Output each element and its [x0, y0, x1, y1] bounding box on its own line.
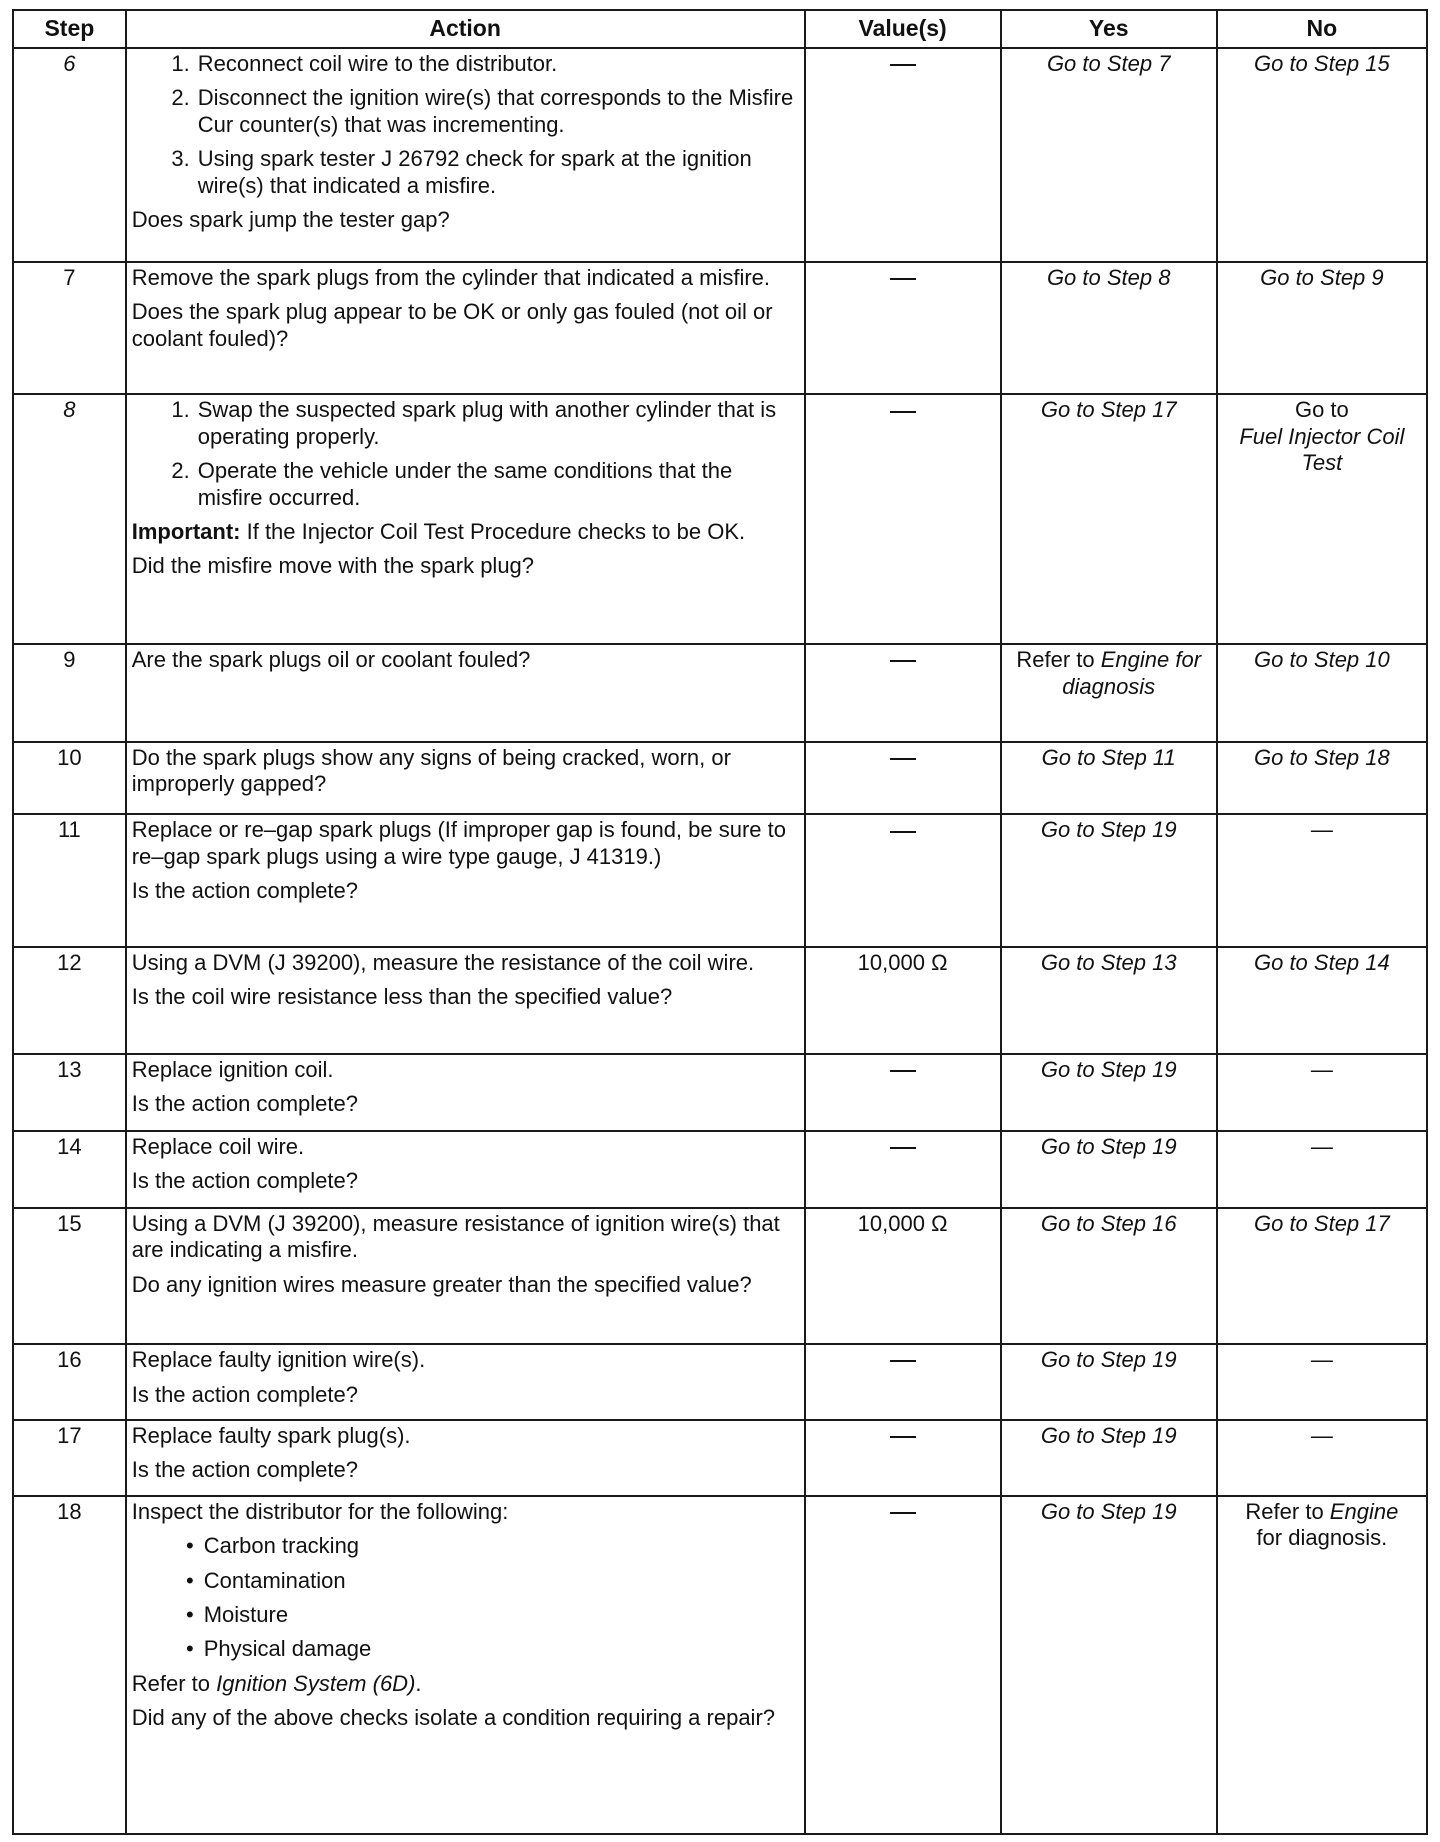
action-cell	[126, 48, 805, 262]
yes-cell	[1001, 48, 1217, 262]
action-text: Using a DVM (J 39200), measure the resistance of the coil wire.	[131, 950, 755, 976]
item-text: Disconnect the ignition wire(s) that corresponds to the Misfire Cur counter(s) that was incrementing.	[197, 85, 794, 137]
table-row	[13, 1420, 1427, 1496]
action-text: Replace coil wire.	[131, 1133, 305, 1159]
step-number: 8	[13, 394, 126, 644]
no-link: Go to Step 9	[1260, 264, 1384, 290]
no-cell	[1217, 262, 1427, 395]
yes-link: Go to Step 19	[1040, 1347, 1177, 1373]
action-text: Remove the spark plugs from the cylinder that indicated a misfire.	[131, 264, 771, 290]
action-cell	[126, 394, 805, 644]
no-cell: Go to Fuel Injector Coil Test	[1217, 394, 1427, 644]
reference-text: Refer to Ignition System (6D).	[131, 1670, 422, 1696]
no-cell	[1217, 814, 1427, 947]
action-cell	[126, 644, 805, 742]
action-cell	[126, 1208, 805, 1344]
action-text: Inspect the distributor for the following:	[131, 1498, 509, 1524]
yes-column-header: Yes	[1001, 10, 1217, 48]
yes-cell	[1001, 947, 1217, 1054]
list-item: • Contamination	[186, 1567, 346, 1593]
table-row	[13, 1208, 1427, 1344]
action-question: Is the action complete?	[131, 878, 358, 904]
no-dash: —	[1310, 1056, 1333, 1082]
item-number: 1.	[171, 51, 190, 76]
value-cell	[805, 394, 1001, 644]
step-number: 14	[13, 1131, 126, 1208]
no-link: Engine	[1329, 1498, 1399, 1524]
yes-link: Go to Step 8	[1046, 264, 1171, 290]
no-link: Go to Step 18	[1253, 744, 1390, 770]
step-number: 15	[13, 1208, 126, 1344]
yes-link: Go to Step 16	[1040, 1211, 1177, 1237]
table-row	[13, 742, 1427, 815]
table-row	[13, 814, 1427, 947]
list-item: • Moisture	[186, 1601, 289, 1627]
dash-value	[890, 1360, 916, 1362]
value-cell	[805, 1131, 1001, 1208]
table-row	[13, 1054, 1427, 1131]
important-note	[132, 519, 799, 545]
action-cell	[126, 742, 805, 815]
yes-link: Engine for diagnosis	[1062, 647, 1202, 699]
important-label: Important:	[131, 519, 241, 545]
yes-cell	[1001, 742, 1217, 815]
action-text: Replace faulty ignition wire(s).	[131, 1347, 426, 1373]
item-number: 2.	[171, 85, 190, 111]
dash-value	[890, 1147, 916, 1149]
table-row	[13, 262, 1427, 395]
values-column-header: Value(s)	[805, 10, 1001, 48]
action-question: Is the action complete?	[131, 1381, 358, 1407]
no-dash: —	[1310, 1133, 1333, 1159]
yes-link: Go to Step 19	[1040, 1422, 1177, 1448]
action-question: Is the action complete?	[131, 1091, 358, 1117]
item-number: 2.	[171, 458, 190, 484]
action-item	[132, 51, 799, 77]
action-text: Replace ignition coil.	[131, 1056, 334, 1082]
no-link: Go to Step 17	[1253, 1211, 1390, 1237]
action-column-header: Action	[126, 10, 805, 48]
no-cell	[1217, 1208, 1427, 1344]
step-number: 6	[13, 48, 126, 262]
value-cell	[805, 1420, 1001, 1496]
dash-value	[890, 1070, 916, 1072]
value-cell: 10,000 Ω	[805, 947, 1001, 1054]
action-cell	[126, 947, 805, 1054]
dash-value	[890, 831, 916, 833]
action-question: Did the misfire move with the spark plug?	[131, 553, 535, 579]
action-question: Is the coil wire resistance less than the specified value?	[131, 984, 673, 1010]
yes-cell	[1001, 814, 1217, 947]
table-row	[13, 1131, 1427, 1208]
no-dash: —	[1310, 1347, 1333, 1373]
no-cell	[1217, 1131, 1427, 1208]
action-cell	[126, 1496, 805, 1834]
yes-cell	[1001, 1496, 1217, 1834]
yes-cell	[1001, 1208, 1217, 1344]
no-cell	[1217, 1344, 1427, 1420]
action-item	[132, 397, 799, 450]
no-dash: —	[1310, 817, 1333, 843]
no-dash: —	[1310, 1422, 1333, 1448]
no-link: Fuel Injector Coil Test	[1239, 423, 1405, 476]
table-row	[13, 1344, 1427, 1420]
step-number: 9	[13, 644, 126, 742]
step-number: 17	[13, 1420, 126, 1496]
action-question: Are the spark plugs oil or coolant fouled?	[131, 647, 531, 673]
value-cell	[805, 644, 1001, 742]
yes-link: Go to Step 19	[1040, 1498, 1177, 1524]
value-cell	[805, 814, 1001, 947]
yes-link: Go to Step 7	[1046, 51, 1171, 76]
value-cell	[805, 742, 1001, 815]
yes-cell	[1001, 1420, 1217, 1496]
table-row	[13, 947, 1427, 1054]
action-text: Replace or re–gap spark plugs (If improper gap is found, be sure to re–gap spark plugs using a wire type gauge, J 41319.)	[131, 817, 786, 869]
dash-value	[890, 64, 916, 66]
no-link: Go to Step 14	[1253, 950, 1390, 976]
no-cell: Refer to Engine for diagnosis.	[1217, 1496, 1427, 1834]
no-cell	[1217, 1054, 1427, 1131]
step-number: 11	[13, 814, 126, 947]
action-text: Using a DVM (J 39200), measure resistance of ignition wire(s) that are indicating a misfire.	[131, 1211, 780, 1263]
yes-link: Go to Step 19	[1040, 817, 1177, 843]
no-cell	[1217, 947, 1427, 1054]
item-text: Swap the suspected spark plug with another cylinder that is operating properly.	[197, 397, 777, 449]
value-cell	[805, 1344, 1001, 1420]
no-link: Go to Step 10	[1253, 647, 1390, 673]
yes-cell	[1001, 1131, 1217, 1208]
dash-value	[890, 411, 916, 413]
action-item	[132, 146, 799, 199]
action-cell	[126, 1054, 805, 1131]
header-row	[13, 10, 1427, 48]
step-number: 13	[13, 1054, 126, 1131]
action-question: Do the spark plugs show any signs of being cracked, worn, or improperly gapped?	[131, 744, 731, 797]
value-cell	[805, 262, 1001, 395]
table-row	[13, 1496, 1427, 1834]
yes-link: Go to Step 19	[1040, 1133, 1177, 1159]
step-number: 18	[13, 1496, 126, 1834]
yes-cell	[1001, 394, 1217, 644]
yes-link: Go to Step 19	[1040, 1056, 1177, 1082]
table-row	[13, 394, 1427, 644]
action-cell	[126, 814, 805, 947]
list-item: • Physical damage	[186, 1636, 372, 1662]
dash-value	[890, 758, 916, 760]
action-text: Replace faulty spark plug(s).	[131, 1422, 411, 1448]
value-cell	[805, 48, 1001, 262]
item-number: 3.	[171, 146, 190, 172]
step-number: 16	[13, 1344, 126, 1420]
table-row	[13, 48, 1427, 262]
important-text: If the Injector Coil Test Procedure checks to be OK.	[240, 519, 746, 545]
item-text: Using spark tester J 26792 check for spark at the ignition wire(s) that indicated a misfire.	[197, 146, 752, 198]
reference-link: Ignition System (6D)	[216, 1670, 416, 1696]
dash-value	[890, 278, 916, 280]
value-cell: 10,000 Ω	[805, 1208, 1001, 1344]
dash-value	[890, 1512, 916, 1514]
action-cell	[126, 262, 805, 395]
action-item	[132, 458, 799, 511]
yes-cell	[1001, 1054, 1217, 1131]
no-cell	[1217, 742, 1427, 815]
action-question: Did any of the above checks isolate a condition requiring a repair?	[131, 1705, 776, 1731]
action-cell	[126, 1344, 805, 1420]
no-cell	[1217, 48, 1427, 262]
step-number: 7	[13, 262, 126, 395]
item-text: Operate the vehicle under the same conditions that the misfire occurred.	[197, 458, 733, 510]
item-number: 1.	[171, 397, 190, 423]
yes-link: Go to Step 13	[1040, 950, 1177, 976]
value-cell	[805, 1054, 1001, 1131]
action-question: Is the action complete?	[131, 1168, 358, 1194]
no-link: Go to Step 15	[1253, 51, 1390, 76]
no-cell	[1217, 1420, 1427, 1496]
yes-cell	[1001, 262, 1217, 395]
action-item	[132, 85, 799, 138]
yes-cell	[1001, 1344, 1217, 1420]
item-text: Reconnect coil wire to the distributor.	[197, 51, 558, 76]
action-question: Does the spark plug appear to be OK or only gas fouled (not oil or coolant fouled)?	[131, 299, 773, 351]
no-cell	[1217, 644, 1427, 742]
action-cell	[126, 1131, 805, 1208]
action-question: Does spark jump the tester gap?	[131, 206, 450, 232]
step-column-header: Step	[13, 10, 126, 48]
action-question: Is the action complete?	[131, 1457, 358, 1483]
dash-value	[890, 1436, 916, 1438]
value-cell	[805, 1496, 1001, 1834]
dash-value	[890, 660, 916, 662]
step-number: 10	[13, 742, 126, 815]
step-number: 12	[13, 947, 126, 1054]
table-row	[13, 644, 1427, 742]
action-cell	[126, 1420, 805, 1496]
list-item: • Carbon tracking	[186, 1533, 360, 1559]
yes-cell: Refer to Engine for diagnosis	[1001, 644, 1217, 742]
diagnostic-table	[12, 9, 1428, 1835]
yes-link: Go to Step 17	[1040, 397, 1177, 423]
no-column-header: No	[1217, 10, 1427, 48]
yes-link: Go to Step 11	[1041, 744, 1176, 770]
action-question: Do any ignition wires measure greater than the specified value?	[131, 1271, 752, 1297]
